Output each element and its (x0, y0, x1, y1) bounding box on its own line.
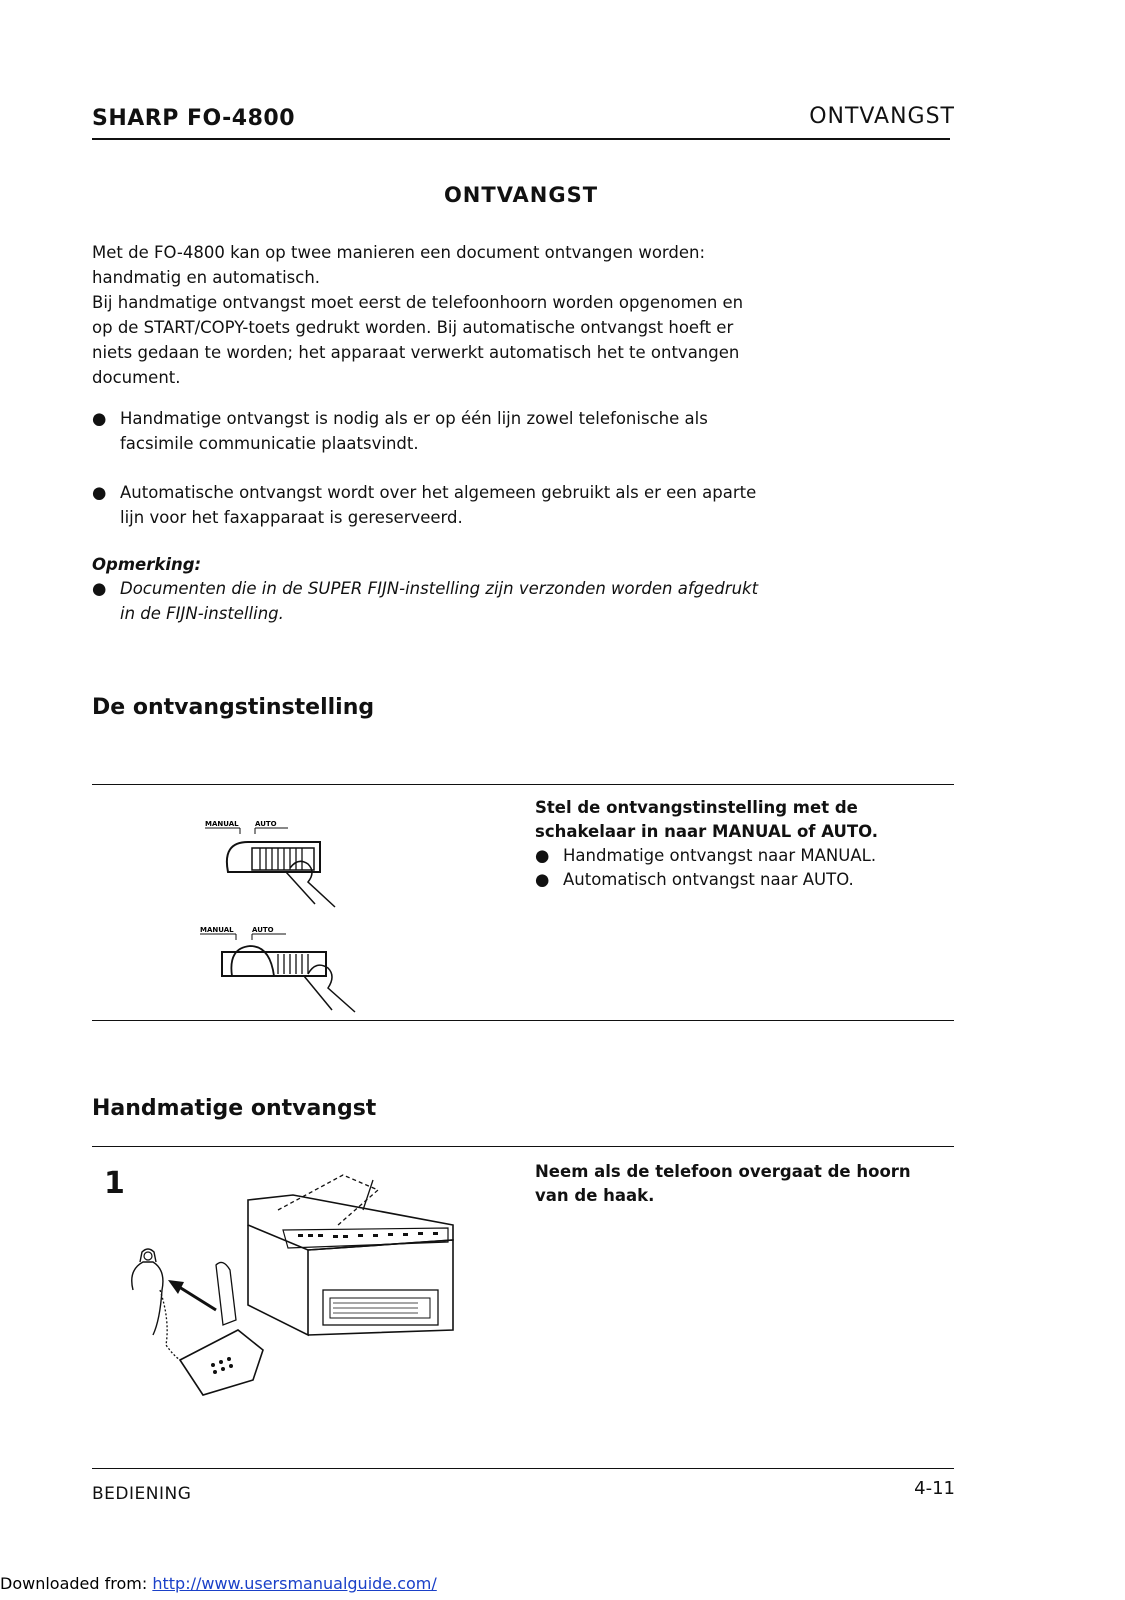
page-number: 4-11 (914, 1478, 955, 1499)
bullet-item (92, 406, 812, 456)
reception-setting-instruction (535, 796, 955, 892)
bullet-item (92, 480, 812, 530)
download-note (0, 1574, 437, 1593)
intro-line: niets gedaan te worden; het apparaat verwerkt automatisch het te ontvangen (92, 343, 740, 362)
instruction-line: van de haak. (535, 1186, 655, 1205)
step-number: 1 (104, 1166, 125, 1201)
bullet-line: lijn voor het faxapparaat is gereserveerd. (120, 508, 463, 527)
intro-paragraph (92, 240, 812, 390)
page-title: ONTVANGST (443, 183, 599, 207)
section-heading-manual-reception: Handmatige ontvangst (92, 1096, 377, 1121)
intro-line: Met de FO-4800 kan op twee manieren een document ontvangen worden: (92, 243, 706, 262)
footer-chapter: BEDIENING (92, 1484, 192, 1504)
header-model: SHARP FO-4800 (92, 106, 296, 131)
header-divider (92, 138, 950, 140)
header-section: ONTVANGST (809, 104, 955, 129)
fax-handset-illustration (118, 1170, 468, 1400)
footer-divider (92, 1468, 954, 1469)
switch-label-auto: AUTO (252, 926, 274, 934)
bullet-line: Automatische ontvangst wordt over het algemeen gebruikt als er een aparte (120, 483, 757, 502)
download-link[interactable]: http://www.usersmanualguide.com/ (152, 1574, 437, 1593)
bullet-icon: ● (92, 483, 107, 502)
instruction-item (535, 844, 955, 868)
note-line: in de FIJN-instelling. (120, 604, 284, 623)
intro-line: op de START/COPY-toets gedrukt worden. Bij automatische ontvangst hoeft er (92, 318, 734, 337)
instruction-item (535, 868, 955, 892)
reception-switch-illustration (190, 812, 380, 1022)
switch-label-manual: MANUAL (205, 820, 239, 828)
note-label: Opmerking: (92, 555, 202, 574)
bullet-icon: ● (92, 579, 107, 598)
section-divider (92, 1146, 954, 1147)
section-divider (92, 1020, 954, 1021)
bullet-icon: ● (92, 409, 107, 428)
instruction-item-text: Handmatige ontvangst naar MANUAL. (563, 846, 877, 865)
download-label: Downloaded from: (0, 1574, 148, 1593)
instruction-line: Stel de ontvangstinstelling met de (535, 798, 858, 817)
instruction-item-text: Automatisch ontvangst naar AUTO. (563, 870, 854, 889)
manual-reception-instruction (535, 1160, 945, 1208)
intro-line: handmatig en automatisch. (92, 268, 321, 287)
section-heading-reception-setting: De ontvangstinstelling (92, 695, 375, 720)
intro-line: document. (92, 368, 181, 387)
bullet-icon: ● (535, 846, 550, 865)
switch-label-manual: MANUAL (200, 926, 234, 934)
bullet-line: facsimile communicatie plaatsvindt. (120, 434, 419, 453)
intro-line: Bij handmatige ontvangst moet eerst de telefoonhoorn worden opgenomen en (92, 293, 744, 312)
section-divider (92, 784, 954, 785)
bullet-line: Handmatige ontvangst is nodig als er op één lijn zowel telefonische als (120, 409, 708, 428)
note-item (92, 576, 832, 626)
switch-label-auto: AUTO (255, 820, 277, 828)
note-line: Documenten die in de SUPER FIJN-instelling zijn verzonden worden afgedrukt (120, 579, 759, 598)
bullet-icon: ● (535, 870, 550, 889)
instruction-line: Neem als de telefoon overgaat de hoorn (535, 1162, 911, 1181)
instruction-line: schakelaar in naar MANUAL of AUTO. (535, 822, 879, 841)
